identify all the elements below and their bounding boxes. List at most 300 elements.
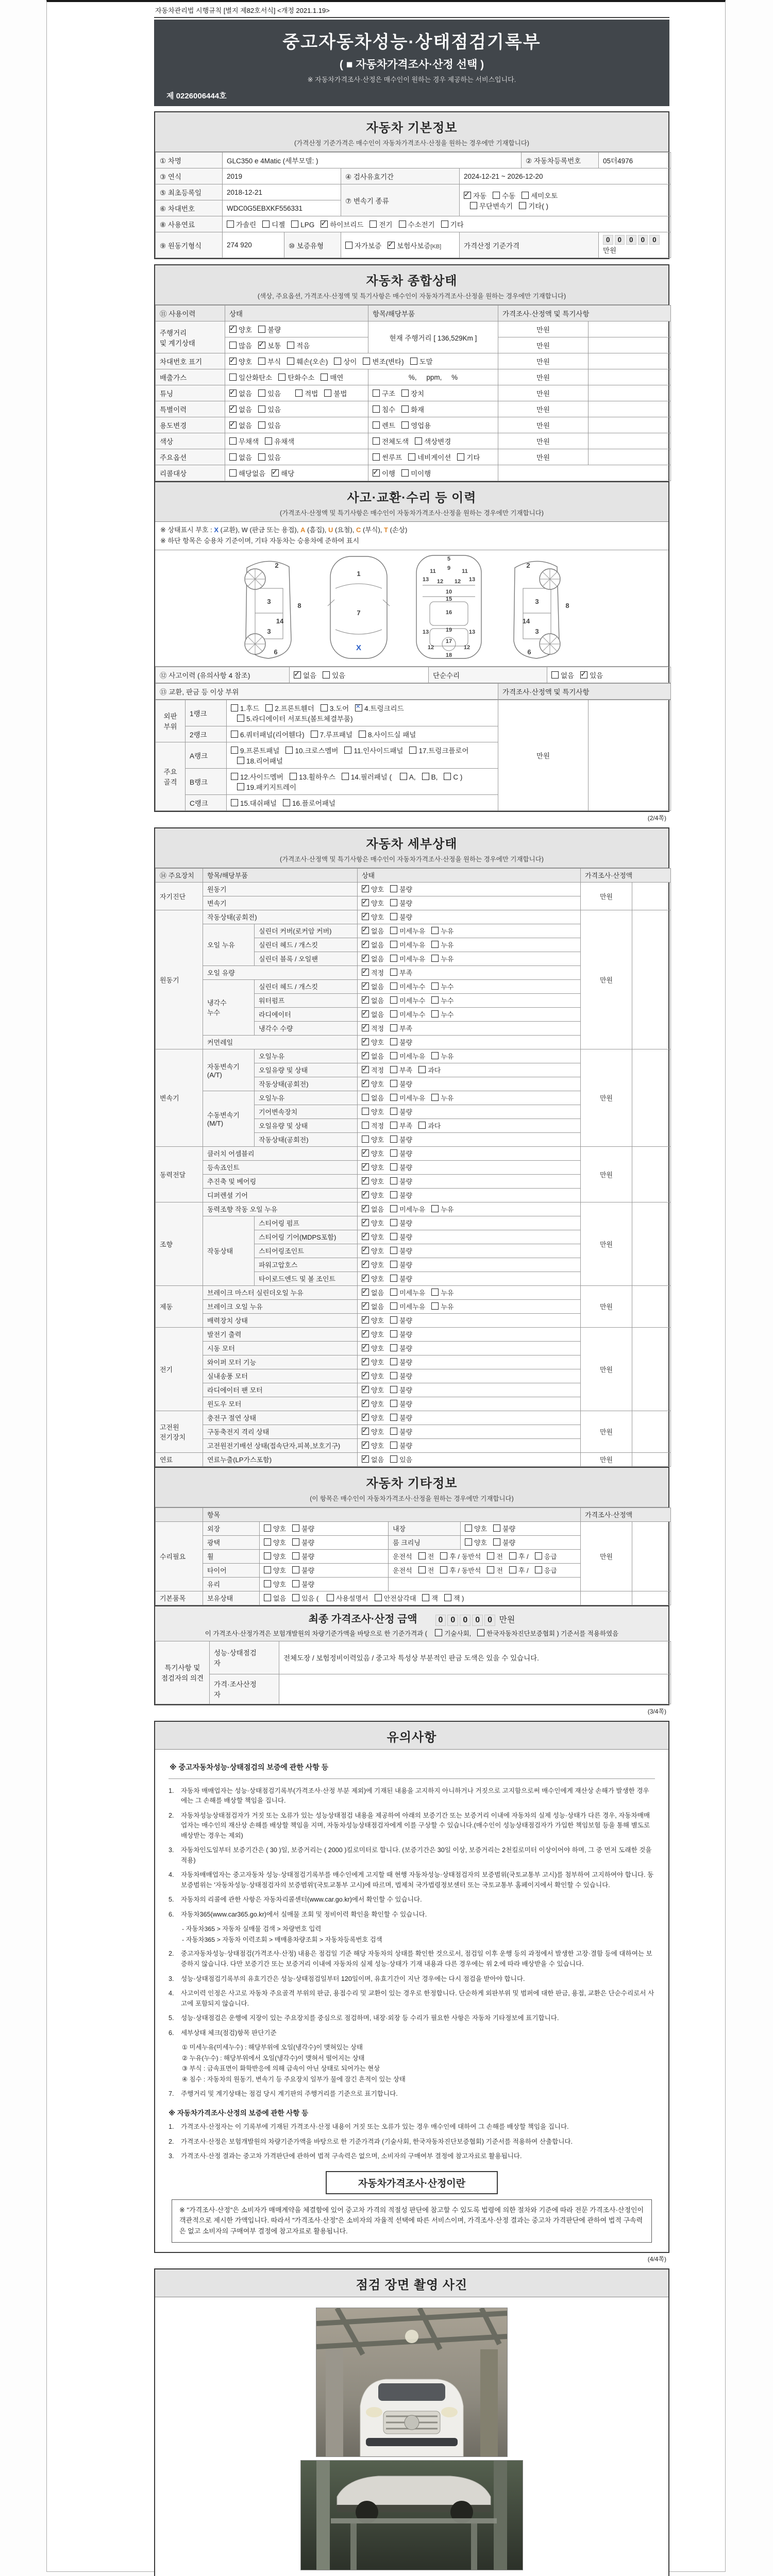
checkbox-5.라디에이터 서포트(볼트체결부품)[interactable] [237, 715, 244, 722]
checkbox-불량[interactable] [390, 1442, 397, 1449]
checkbox-불량[interactable] [390, 1177, 397, 1184]
checkbox-침수[interactable] [373, 405, 380, 413]
checkbox-양호[interactable] [264, 1524, 271, 1532]
document-note: ※ 자동차가격조사·산정은 매수인이 원하는 경우 제공하는 서비스입니다. [307, 76, 516, 83]
checkbox-누유[interactable] [431, 1205, 439, 1212]
checkbox-일산화탄소[interactable] [229, 374, 237, 381]
checkbox-C )[interactable] [444, 773, 451, 780]
checkbox-전기[interactable] [369, 221, 377, 228]
checkbox-17.트렁크플로어[interactable] [409, 747, 416, 754]
svg-text:6: 6 [274, 648, 278, 656]
price-definition-title: 자동차가격조사·산정이란 [326, 2171, 498, 2194]
checkbox-훼손(오손)[interactable] [287, 358, 294, 365]
checkbox-1.후드[interactable] [231, 704, 238, 711]
checkbox-없음[interactable] [362, 955, 369, 962]
checkbox-양호[interactable] [264, 1538, 271, 1546]
checkbox-불량[interactable] [390, 1080, 397, 1087]
checkbox-없음[interactable] [362, 996, 369, 1004]
checkbox-후 /[interactable] [509, 1552, 516, 1560]
checkbox-탄화수소[interactable] [278, 374, 285, 381]
checkbox-9.프론트패널[interactable] [231, 747, 238, 754]
checkbox-없음[interactable] [229, 389, 237, 397]
cell [368, 401, 498, 417]
label: 구조 [382, 390, 396, 398]
checkbox-13.휠하우스[interactable] [290, 773, 297, 780]
page-marker-4: (4/4쪽) [647, 2255, 666, 2263]
cell [203, 1202, 358, 1216]
notice-text: 중고자동차성능·상태점검(가격조사·산정) 내용은 점검일 기준 해당 자동차의 상태를 확인한 것으로서, 점검일 이후 운행 등의 과정에서 발생한 고장·결함 등에 대하여는 보증하지 않습니다. 다만 보증기간 또는 보증거리 이내에 자동차의 실제 성능·상태가 기재 내용과 다른 경우에는 위 2.에 따라 배상받을 수 있습니다. [181, 1950, 652, 1968]
checkbox-양호[interactable] [362, 1080, 369, 1087]
cell [358, 1285, 581, 1299]
checkbox-있음[interactable] [580, 671, 587, 679]
checkbox-화재[interactable] [401, 405, 409, 413]
checkbox-응급[interactable] [535, 1552, 542, 1560]
checkbox-불량[interactable] [258, 326, 265, 333]
checkbox-한국자동차진단보증협회 )[interactable] [477, 1629, 484, 1636]
checkbox-불량[interactable] [390, 1149, 397, 1157]
checkbox-양호[interactable] [362, 1177, 369, 1184]
checkbox-없음[interactable] [362, 1010, 369, 1018]
checkbox-15.대쉬패널[interactable] [231, 799, 238, 806]
checkbox-불량[interactable] [390, 1136, 397, 1143]
cell [632, 1452, 671, 1466]
checkbox-없음[interactable] [294, 671, 301, 679]
checkbox-잭 )[interactable] [444, 1594, 451, 1601]
checkbox-불량[interactable] [390, 1414, 397, 1421]
label: 1랭크 [190, 709, 207, 718]
svg-text:14: 14 [276, 617, 284, 625]
checkbox-후 /[interactable] [509, 1566, 516, 1573]
checkbox-없음[interactable] [264, 1594, 271, 1601]
checkbox-불량[interactable] [493, 1524, 500, 1532]
checkbox-있음[interactable] [258, 389, 265, 397]
checkbox-양호[interactable] [362, 1163, 369, 1171]
checkbox-11.인사이드패널[interactable] [344, 747, 351, 754]
checkbox-불량[interactable] [390, 1108, 397, 1115]
checkbox-가솔린[interactable] [227, 221, 234, 228]
checkbox-6.쿼터패널(리어휀다)[interactable] [231, 731, 238, 738]
checkbox-기타[interactable] [457, 453, 464, 461]
checkbox-양호[interactable] [362, 1233, 369, 1240]
checkbox-미세누유[interactable] [390, 1289, 397, 1296]
checkbox-무단변속기[interactable] [470, 202, 477, 209]
label: 있음 [267, 406, 281, 414]
checkbox-기타[interactable] [441, 221, 448, 228]
checkbox-불량[interactable] [292, 1552, 299, 1560]
checkbox-미세누유[interactable] [390, 955, 397, 962]
label: 불량 [399, 1275, 413, 1283]
cell [255, 1063, 358, 1077]
checkbox-부족[interactable] [390, 1066, 397, 1073]
cell [358, 1230, 581, 1244]
checkbox-불량[interactable] [390, 1219, 397, 1226]
checkbox-안전삼각대[interactable] [375, 1594, 382, 1601]
cell [498, 337, 589, 353]
checkbox-불량[interactable] [292, 1580, 299, 1587]
checkbox-부족[interactable] [390, 1122, 397, 1129]
label: 오일유량 및 상태 [259, 1122, 308, 1130]
checkbox-양호[interactable] [362, 1038, 369, 1045]
label: 양호 [371, 1372, 384, 1381]
checkbox-장치[interactable] [401, 389, 409, 397]
checkbox-없음[interactable] [362, 1455, 369, 1463]
checkbox-양호[interactable] [229, 326, 237, 333]
checkbox-7.루프패널[interactable] [311, 731, 318, 738]
checkbox-수소전기[interactable] [399, 221, 406, 228]
checkbox-2.프론트휀더[interactable] [265, 704, 273, 711]
checkbox-불량[interactable] [390, 1428, 397, 1435]
checkbox-미세누유[interactable] [390, 1094, 397, 1101]
cell [225, 417, 368, 433]
checkbox-양호[interactable] [362, 1358, 369, 1365]
checkbox-유채색[interactable] [265, 437, 272, 445]
checkbox-불량[interactable] [390, 1275, 397, 1282]
checkbox-양호[interactable] [362, 1149, 369, 1157]
checkbox-누수[interactable] [431, 996, 439, 1004]
checkbox-없음[interactable] [362, 1052, 369, 1059]
checkbox-과다[interactable] [418, 1066, 426, 1073]
label: 불량 [399, 900, 413, 908]
checkbox-누유[interactable] [431, 1289, 439, 1296]
checkbox-미세누수[interactable] [390, 996, 397, 1004]
checkbox-불량[interactable] [390, 885, 397, 892]
checkbox-18.리어패널[interactable] [237, 757, 244, 764]
checkbox-잭[interactable] [422, 1594, 429, 1601]
checkbox-전[interactable] [487, 1552, 494, 1560]
checkbox-양호[interactable] [362, 899, 369, 906]
notice-subitem: - 자동차365 > 자동차 이력조회 > 매매용차량조회 > 자동차등록번호 검색 [182, 1936, 382, 1943]
checkbox-없음[interactable] [229, 405, 237, 413]
cell [358, 1452, 581, 1466]
checkbox-영업용[interactable] [401, 421, 409, 429]
checkbox-불량[interactable] [390, 913, 397, 920]
checkbox-이행[interactable] [373, 469, 380, 477]
checkbox-없음[interactable] [362, 927, 369, 934]
checkbox-색상변경[interactable] [415, 437, 422, 445]
checkbox-전[interactable] [418, 1552, 426, 1560]
section-title: 자동차 세부상태 [366, 837, 458, 851]
checkbox-양호[interactable] [229, 358, 237, 365]
label: (M/T) [207, 1120, 224, 1128]
cell [203, 1397, 358, 1411]
checkbox-많음[interactable] [229, 342, 237, 349]
checkbox-있음[interactable] [390, 1455, 397, 1463]
checkbox-없음[interactable] [362, 1205, 369, 1212]
checkbox-불량[interactable] [390, 1400, 397, 1407]
cell [255, 1091, 358, 1105]
label: 가솔린 [236, 221, 257, 229]
checkbox-양호[interactable] [362, 1247, 369, 1254]
value-reg-no [599, 152, 671, 168]
checkbox-미세누유[interactable] [390, 1302, 397, 1310]
cell [203, 1174, 358, 1188]
checkbox-3.도어[interactable] [321, 704, 328, 711]
checkbox-양호[interactable] [362, 1414, 369, 1421]
notice-number: 2. [169, 2138, 174, 2145]
checkbox-썬루프[interactable] [373, 453, 380, 461]
checkbox-10.크로스멤버[interactable] [285, 747, 293, 754]
notice-text: 세부상태 체크(점검)항목 판단기준 [181, 2029, 277, 2037]
checkbox-불량[interactable] [390, 899, 397, 906]
checkbox-해당[interactable] [272, 469, 279, 477]
checkbox-불량[interactable] [390, 1191, 397, 1198]
checkbox-양호[interactable] [465, 1538, 472, 1546]
label: 가격·조사산정 [214, 1681, 257, 1689]
cell [632, 1327, 671, 1411]
checkbox-누유[interactable] [431, 927, 439, 934]
document-number: 제 0226006444호 [166, 92, 227, 100]
checkbox-디젤[interactable] [262, 221, 270, 228]
checkbox-불량[interactable] [390, 1358, 397, 1365]
checkbox-없음[interactable] [362, 1094, 369, 1101]
label: 누수 [441, 1011, 454, 1019]
checkbox-누유[interactable] [431, 1302, 439, 1310]
checkbox-불량[interactable] [390, 1330, 397, 1337]
label: 7.루프패널 [320, 731, 353, 739]
checkbox-양호[interactable] [264, 1580, 271, 1587]
checkbox-전체도색[interactable] [373, 437, 380, 445]
checkbox-불량[interactable] [292, 1566, 299, 1573]
checkbox-보험사보증[interactable] [388, 242, 395, 249]
checkbox-B,[interactable] [422, 773, 429, 780]
checkbox-누유[interactable] [431, 941, 439, 948]
cell [203, 1146, 358, 1160]
label: 상태 [362, 872, 375, 880]
cell [260, 1535, 389, 1549]
label: 3.도어 [329, 704, 349, 713]
checkbox-과다[interactable] [418, 1122, 426, 1129]
checkbox-있음[interactable] [258, 405, 265, 413]
checkbox-전[interactable] [487, 1566, 494, 1573]
label: 차대번호 표기 [160, 358, 202, 366]
checkbox-누유[interactable] [431, 1052, 439, 1059]
checkbox-양호[interactable] [362, 1400, 369, 1407]
field-warranty-type [284, 232, 341, 258]
checkbox-있음[interactable] [258, 453, 265, 461]
checkbox-렌트[interactable] [373, 421, 380, 429]
notice-number: 2. [169, 1811, 174, 1819]
checkbox-양호[interactable] [362, 885, 369, 892]
svg-text:12: 12 [427, 644, 434, 651]
checkbox-양호[interactable] [264, 1566, 271, 1573]
checkbox-미세누유[interactable] [390, 1205, 397, 1212]
checkbox-도말[interactable] [410, 358, 417, 365]
label: 수동 [502, 192, 516, 200]
checkbox-불량[interactable] [390, 1261, 397, 1268]
checkbox-양호[interactable] [362, 1316, 369, 1324]
checkbox-양호[interactable] [362, 1191, 369, 1198]
checkbox-양호[interactable] [264, 1552, 271, 1560]
checkbox-적정[interactable] [362, 1066, 369, 1073]
checkbox-양호[interactable] [362, 1442, 369, 1449]
document-header [154, 20, 669, 106]
label: 2018-12-21 [227, 188, 263, 196]
checkbox-불량[interactable] [390, 1372, 397, 1379]
checkbox-불량[interactable] [390, 1316, 397, 1324]
checkbox-없음[interactable] [229, 453, 237, 461]
label: 양호 [273, 1539, 287, 1547]
checkbox-14.필러패널[interactable] [342, 773, 349, 780]
checkbox-적정[interactable] [362, 1122, 369, 1129]
checkbox-A,[interactable] [400, 773, 407, 780]
checkbox-양호[interactable] [362, 1428, 369, 1435]
checkbox-전[interactable] [418, 1566, 426, 1573]
svg-text:16: 16 [445, 609, 452, 616]
checkbox-있음[interactable] [258, 421, 265, 429]
checkbox-불량[interactable] [390, 1233, 397, 1240]
checkbox-기술사회,[interactable] [435, 1629, 442, 1636]
checkbox-자가보증[interactable] [345, 242, 352, 249]
checkbox-누수[interactable] [431, 1010, 439, 1018]
checkbox-없음[interactable] [362, 941, 369, 948]
checkbox-양호[interactable] [465, 1524, 472, 1532]
checkbox-보통[interactable] [258, 342, 265, 349]
checkbox-부식[interactable] [258, 358, 265, 365]
label: 적정 [371, 1066, 384, 1075]
checkbox-양호[interactable] [362, 913, 369, 920]
checkbox-불량[interactable] [390, 1386, 397, 1393]
label: B, [431, 773, 438, 781]
checkbox-해당없음[interactable] [229, 469, 237, 477]
checkbox-자동[interactable] [464, 192, 471, 199]
checkbox-불량[interactable] [390, 1038, 397, 1045]
checkbox-불량[interactable] [390, 1163, 397, 1171]
checkbox-적법[interactable] [295, 389, 303, 397]
cell [227, 726, 498, 742]
checkbox-적음[interactable] [287, 342, 294, 349]
checkbox-후 / 동반석[interactable] [440, 1566, 447, 1573]
checkbox-없음[interactable] [362, 1302, 369, 1310]
label: 양호 [474, 1539, 488, 1547]
cell [632, 1521, 671, 1591]
checkbox-적정[interactable] [362, 1024, 369, 1031]
device-high-voltage [156, 1411, 203, 1452]
checkbox-12.사이드멤버[interactable] [231, 773, 238, 780]
checkbox-후 / 동반석[interactable] [440, 1552, 447, 1560]
label: ⑭ 주요장치 [160, 872, 194, 880]
checkbox-구조[interactable] [373, 389, 380, 397]
checkbox-없음[interactable] [229, 421, 237, 429]
field-inspection-period [341, 168, 460, 184]
checkbox-변조(변타)[interactable] [363, 358, 370, 365]
checkbox-미세누유[interactable] [390, 941, 397, 948]
checkbox-LPG[interactable] [291, 221, 298, 228]
label: 없음 [273, 1595, 287, 1603]
section-subtitle: (색상, 주요옵션, 가격조사·산정액 및 특기사항은 매수인이 자동차가격조사·산정을 원하는 경우에만 기재합니다) [257, 293, 566, 300]
label: 미세누유 [399, 1289, 426, 1297]
checkbox-양호[interactable] [362, 1344, 369, 1351]
checkbox-부족[interactable] [390, 1024, 397, 1031]
checkbox-미이행[interactable] [401, 469, 409, 477]
checkbox-불량[interactable] [292, 1524, 299, 1532]
checkbox-하이브리드[interactable] [321, 221, 328, 228]
checkbox-양호[interactable] [362, 1108, 369, 1115]
checkbox-19.패키지트레이[interactable] [237, 783, 244, 790]
checkbox-양호[interactable] [362, 1275, 369, 1282]
checkbox-양호[interactable] [362, 1136, 369, 1143]
label: 없음 [239, 406, 253, 414]
label: 양호 [273, 1553, 287, 1561]
checkbox-불법[interactable] [324, 389, 331, 397]
cell [358, 1272, 581, 1285]
checkbox-없음[interactable] [551, 671, 559, 679]
checkbox-미세누수[interactable] [390, 1010, 397, 1018]
checkbox-양호[interactable] [362, 1372, 369, 1379]
checkbox-부족[interactable] [390, 969, 397, 976]
label: 만원 [536, 374, 550, 382]
cell [581, 1521, 632, 1591]
checkbox-8.사이드실 패널[interactable] [359, 731, 366, 738]
checkbox-네비게이션[interactable] [408, 453, 415, 461]
checkbox-양호[interactable] [362, 1330, 369, 1337]
checkbox-사용설명서[interactable] [327, 1594, 334, 1601]
checkbox-불량[interactable] [493, 1538, 500, 1546]
checkbox-있음[interactable] [292, 1594, 299, 1601]
checkbox-양호[interactable] [362, 1386, 369, 1393]
checkbox-세미오토[interactable] [522, 192, 529, 199]
checkbox-양호[interactable] [362, 1219, 369, 1226]
label: 응급 [544, 1567, 557, 1575]
notice-subitem: ② 누유(누수) : 해당부위에서 오일(냉각수)이 맺혀서 떨어지는 상태 [182, 2054, 365, 2062]
checkbox-없음[interactable] [362, 1289, 369, 1296]
cell [389, 1549, 581, 1563]
page-marker-2: (2/4쪽) [647, 814, 666, 822]
checkbox-양호[interactable] [362, 1261, 369, 1268]
checkbox-기타( )[interactable] [519, 202, 526, 209]
svg-text:2: 2 [275, 561, 279, 569]
checkbox-응급[interactable] [535, 1566, 542, 1573]
checkbox-없음[interactable] [362, 982, 369, 990]
checkbox-미세누수[interactable] [390, 982, 397, 990]
checkbox-미세누유[interactable] [390, 927, 397, 934]
label: 0 [460, 1615, 470, 1626]
label: C [356, 526, 361, 534]
label: 잭 [431, 1595, 438, 1603]
checkbox-4.트렁크리드[interactable] [355, 704, 362, 711]
notice-number: 6. [169, 1910, 174, 1918]
checkbox-상이[interactable] [334, 358, 341, 365]
checkbox-불량[interactable] [390, 1247, 397, 1254]
checkbox-16.플로어패널[interactable] [283, 799, 290, 806]
checkbox-매연[interactable] [321, 374, 328, 381]
checkbox-있음[interactable] [323, 671, 330, 679]
cell [203, 1035, 358, 1049]
checkbox-불량[interactable] [292, 1538, 299, 1546]
checkbox-수동[interactable] [493, 192, 500, 199]
field-vin [156, 200, 223, 216]
checkbox-누유[interactable] [431, 955, 439, 962]
label: 네비게이션 [417, 454, 451, 462]
checkbox-적정[interactable] [362, 969, 369, 976]
checkbox-무채색[interactable] [229, 437, 237, 445]
checkbox-누수[interactable] [431, 982, 439, 990]
checkbox-누유[interactable] [431, 1094, 439, 1101]
label: 미세누유 [399, 941, 426, 950]
cell [581, 1411, 632, 1452]
cell [498, 449, 589, 465]
label: 만원 [599, 1171, 613, 1179]
label: 라디에이터 팬 모터 [207, 1386, 263, 1395]
checkbox-미세누유[interactable] [390, 1052, 397, 1059]
label: 누유 [441, 1289, 454, 1297]
label: 시동 모터 [207, 1345, 235, 1353]
label: 및 계기상태 [160, 339, 195, 347]
cell [255, 1258, 358, 1272]
label: 내장 [393, 1525, 406, 1533]
checkbox-불량[interactable] [390, 1344, 397, 1351]
label: 무단변속기 [479, 202, 513, 210]
label: 커먼레일 [207, 1039, 233, 1047]
